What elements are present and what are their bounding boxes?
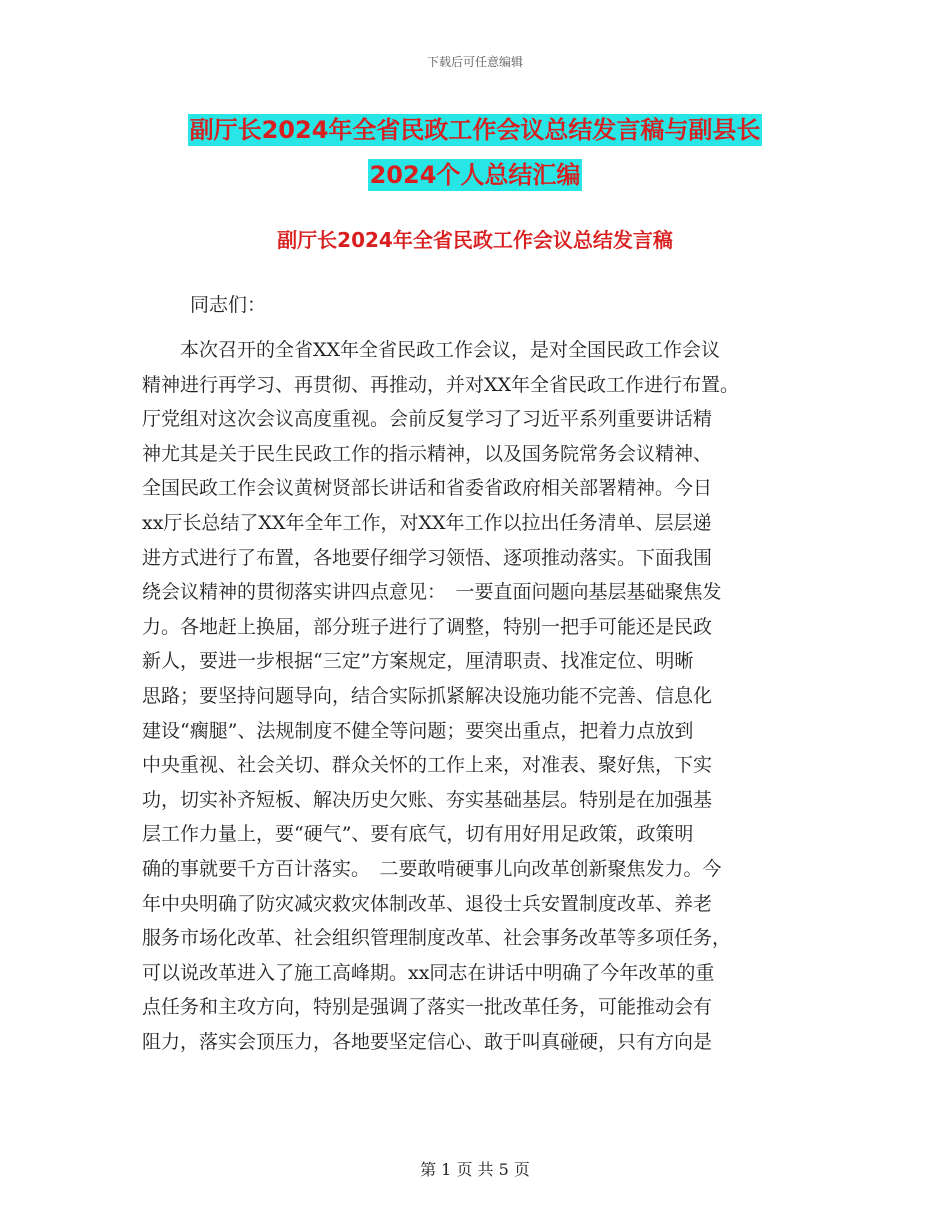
body-line: 全国民政工作会议黄树贤部长讲话和省委省政府相关部署精神。今日 [142, 477, 713, 500]
body-line: 层工作力量上，要“硬气”、要有底气，切有用好用足政策，政策明 [142, 823, 694, 846]
body-line: 年中央明确了防灾减灾救灾体制改革、退役士兵安置制度改革、养老 [142, 892, 713, 915]
body-line: 力。各地赶上换届，部分班子进行了调整，特别一把手可能还是民政 [142, 615, 713, 638]
body-line: 本次召开的全省XX年全省民政工作会议，是对全国民政工作会议 [142, 339, 721, 361]
body-line: 服务市场化改革、社会组织管理制度改革、社会事务改革等多项任务， [142, 927, 732, 950]
body-line: 确的事就要千方百计落实。 二要敢啃硬事儿向改革创新聚焦发力。今 [142, 857, 722, 880]
body-line: 中央重视、社会关切、群众关怀的工作上来，对准表、聚好焦，下实 [142, 754, 713, 777]
header-note: 下载后可任意编辑 [426, 55, 523, 69]
body-line: 神尤其是关于民生民政工作的指示精神，以及国务院常务会议精神、 [142, 442, 713, 465]
body-line: xx厅长总结了XX年全年工作，对XX年工作以拉出任务清单、层层递 [142, 511, 712, 534]
body-line: 可以说改革进入了施工高峰期。xx同志在讲话中明确了今年改革的重 [142, 961, 715, 984]
body-paragraph [142, 333, 812, 1059]
body-line: 阻力，落实会顶压力，各地要坚定信心、敢于叫真碰硬，只有方向是 [142, 1030, 713, 1053]
section-title: 副厅长2024年全省民政工作会议总结发言稿 [277, 228, 673, 252]
document-title-line-2 [0, 158, 950, 192]
body-line: 厅党组对这次会议高度重视。会前反复学习了习近平系列重要讲话精 [142, 408, 713, 431]
body-line: 绕会议精神的贯彻落实讲四点意见： 一要直面问题向基层基础聚焦发 [142, 581, 722, 604]
body-line: 点任务和主攻方向，特别是强调了落实一批改革任务，可能推动会有 [142, 996, 713, 1019]
body-line: 进方式进行了布置，各地要仔细学习领悟、逐项推动落实。下面我围 [142, 546, 713, 569]
page-footer: 第 1 页 共 5 页 [420, 1160, 530, 1179]
body-line: 精神进行再学习、再贯彻、再推动，并对XX年全省民政工作进行布置。 [142, 373, 740, 396]
body-line: 功，切实补齐短板、解决历史欠账、夯实基础基层。特别是在加强基 [142, 788, 713, 811]
document-title-line-1 [0, 113, 950, 147]
body-line: 建设“瘸腿”、法规制度不健全等问题；要突出重点，把着力点放到 [142, 719, 694, 742]
title-highlight-2: 2024个人总结汇编 [369, 161, 581, 189]
greeting: 同志们： [190, 294, 267, 316]
title-highlight-1: 副厅长2024年全省民政工作会议总结发言稿与副县长 [189, 116, 761, 144]
body-line: 思路；要坚持问题导向，结合实际抓紧解决设施功能不完善、信息化 [142, 684, 713, 707]
body-line: 新人，要进一步根据“三定”方案规定，厘清职责、找准定位、明晰 [142, 650, 694, 673]
